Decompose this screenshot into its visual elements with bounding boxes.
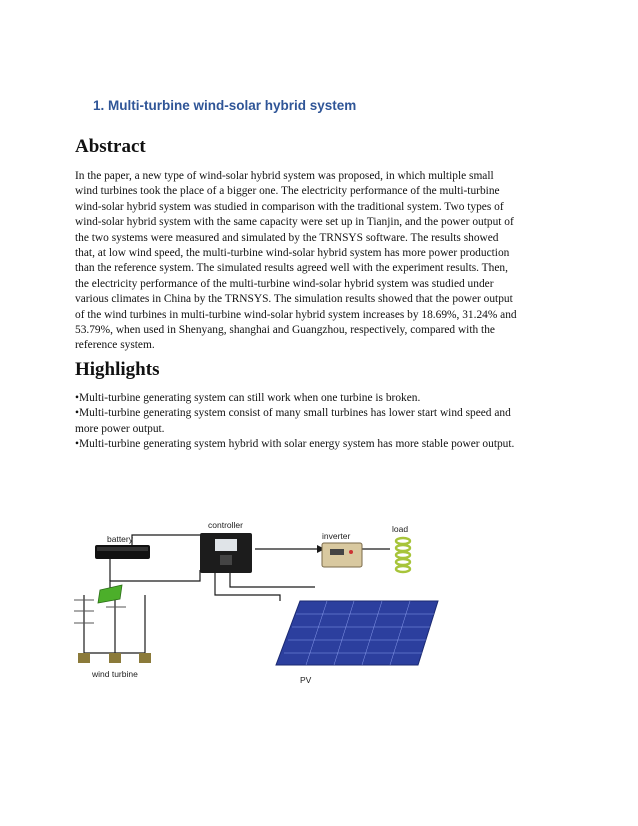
abstract-line: In the paper, a new type of wind-solar hybrid system was proposed, in which multiple small: [75, 170, 494, 182]
abstract-line: that, at low wind speed, the multi-turbine wind-solar hybrid system has more power production: [75, 247, 510, 260]
battery-icon: [95, 545, 150, 559]
abstract-body: [75, 169, 563, 354]
abstract-heading: Abstract: [75, 136, 146, 157]
abstract-line: wind turbines took the place of a bigger one. The electricity performance of the multi-turbine: [75, 185, 500, 198]
load-coil-icon: [396, 538, 410, 572]
abstract-line: wind-solar hybrid system with the same capacity were set up in Tianjin, and the power output of: [75, 216, 514, 229]
wind-turbine-label: wind turbine: [92, 669, 138, 679]
highlight-item: more power output.: [75, 422, 165, 435]
pv-label: PV: [300, 675, 312, 685]
highlight-item: •Multi-turbine generating system consist of many small turbines has lower start wind speed and: [75, 407, 511, 420]
abstract-line: the two systems were measured and simulated by the TRNSYS software. The results showed: [75, 231, 499, 244]
controller-icon: [200, 533, 252, 573]
abstract-line: reference system.: [75, 339, 155, 352]
battery-label: battery: [107, 534, 133, 544]
highlights-list: [75, 391, 565, 453]
abstract-line: of the wind turbines in multi-turbine wind-solar hybrid system increases by 18.69%, 31.24% and: [75, 308, 517, 321]
wind-turbine-icon: [74, 585, 151, 663]
abstract-line: various climates in China by the TRNSYS. The simulation results showed that the power output: [75, 293, 513, 306]
system-diagram: [70, 515, 440, 690]
load-label: load: [392, 524, 409, 534]
section-title: 1. Multi-turbine wind-solar hybrid system: [93, 98, 357, 113]
inverter-label: inverter: [322, 531, 351, 541]
controller-label: controller: [208, 520, 243, 530]
highlight-item: •Multi-turbine generating system hybrid with solar energy system has more stable power output.: [75, 438, 515, 451]
abstract-line: 53.79%, when used in Shenyang, shanghai and Guangzhou, respectively, compared with the: [75, 324, 495, 337]
abstract-line: the electricity performance of the multi-turbine wind-solar hybrid system was studied under: [75, 277, 494, 290]
highlights-heading: Highlights: [75, 359, 160, 380]
abstract-line: than the reference system. The simulated results agreed well with the experiment results. Then,: [75, 262, 508, 275]
pv-panel-icon: [276, 601, 438, 665]
abstract-line: wind-solar hybrid system was studied in comparison with the traditional system. Two types of: [75, 200, 504, 213]
highlight-item: •Multi-turbine generating system can still work when one turbine is broken.: [75, 392, 421, 404]
inverter-icon: [322, 543, 362, 567]
